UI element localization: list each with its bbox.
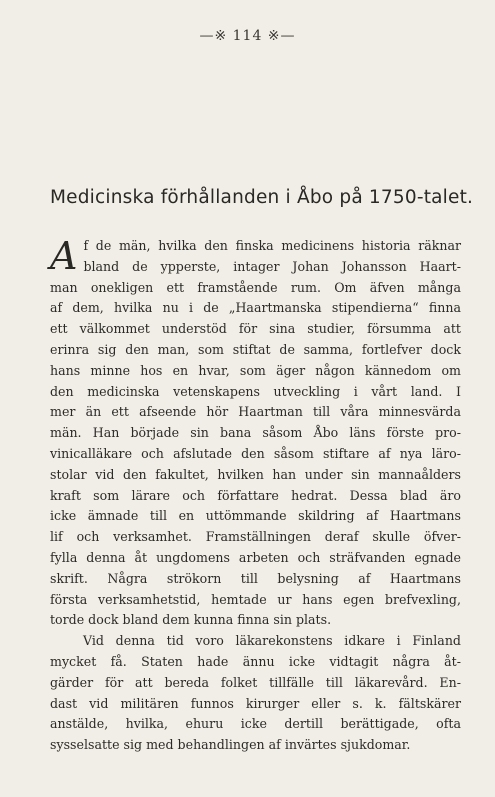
text-line: anstälde, hvilka, ehuru icke dertill berättigade, ofta (50, 716, 461, 732)
text-line: sysselsatte sig med behandlingen af invärtes sjukdomar. (50, 737, 411, 753)
text-line: icke ämnade till en uttömmande skildring af Haartmans (50, 508, 461, 524)
page-number-header: —※ 114 ※— (199, 28, 296, 44)
text-line: hans minne hos en hvar, som äger någon kännedom om (50, 362, 461, 378)
body-text (50, 236, 461, 756)
text-line: kraft som lärare och författare hedrat. Dessa blad äro (50, 487, 461, 503)
text-line: stolar vid den fakultet, hvilken han under sin mannaålders (50, 466, 461, 482)
text-line: man onekligen ett framstående rum. Om äfven många (50, 279, 461, 295)
text-lines (50, 236, 461, 756)
text-line: skrift. Några strökorn till belysning af Haartmans (50, 570, 461, 586)
text-line: fylla denna åt ungdomens arbeten och sträfvanden egnade (50, 549, 461, 565)
text-line: vinicalläkare och afslutade den såsom stiftare af nya läro- (50, 445, 461, 461)
text-line: bland de ypperste, intager Johan Johansson Haart- (83, 258, 461, 274)
text-line: dast vid militären funnos kirurger eller s. k. fältskärer (50, 695, 461, 711)
text-line: erinra sig den man, som stiftat de samma, fortlefver dock (50, 341, 461, 357)
text-line: f de män, hvilka den finska medicinens historia räknar (83, 238, 461, 253)
text-line: den medicinska vetenskapens utveckling i vårt land. I (50, 383, 461, 399)
drop-cap: A (50, 234, 78, 278)
text-line: af dem, hvilka nu i de „Haartmanska stipendierna“ finna (50, 300, 461, 316)
text-line: ett välkommet understöd för sina studier, försumma att (50, 321, 461, 337)
text-line: gärder för att bereda folket tillfälle till läkarevård. En- (50, 674, 461, 690)
text-line: män. Han började sin bana såsom Åbo läns förste pro- (50, 425, 461, 441)
text-line: mer än ett afseende hör Haartman till våra minnesvärda (50, 404, 461, 420)
text-line: lif och verksamhet. Framställningen deraf skulle öfver- (50, 529, 461, 545)
text-line: första verksamhetstid, hemtade ur hans egen brefvexling, (50, 591, 461, 607)
text-line: torde dock bland dem kunna finna sin plats. (50, 612, 332, 628)
text-line: Vid denna tid voro läkarekonstens idkare i Finland (83, 633, 461, 649)
text-line: mycket få. Staten hade ännu icke vidtagit några åt- (50, 653, 461, 669)
chapter-title: Medicinska förhållanden i Åbo på 1750-talet. (50, 187, 474, 208)
